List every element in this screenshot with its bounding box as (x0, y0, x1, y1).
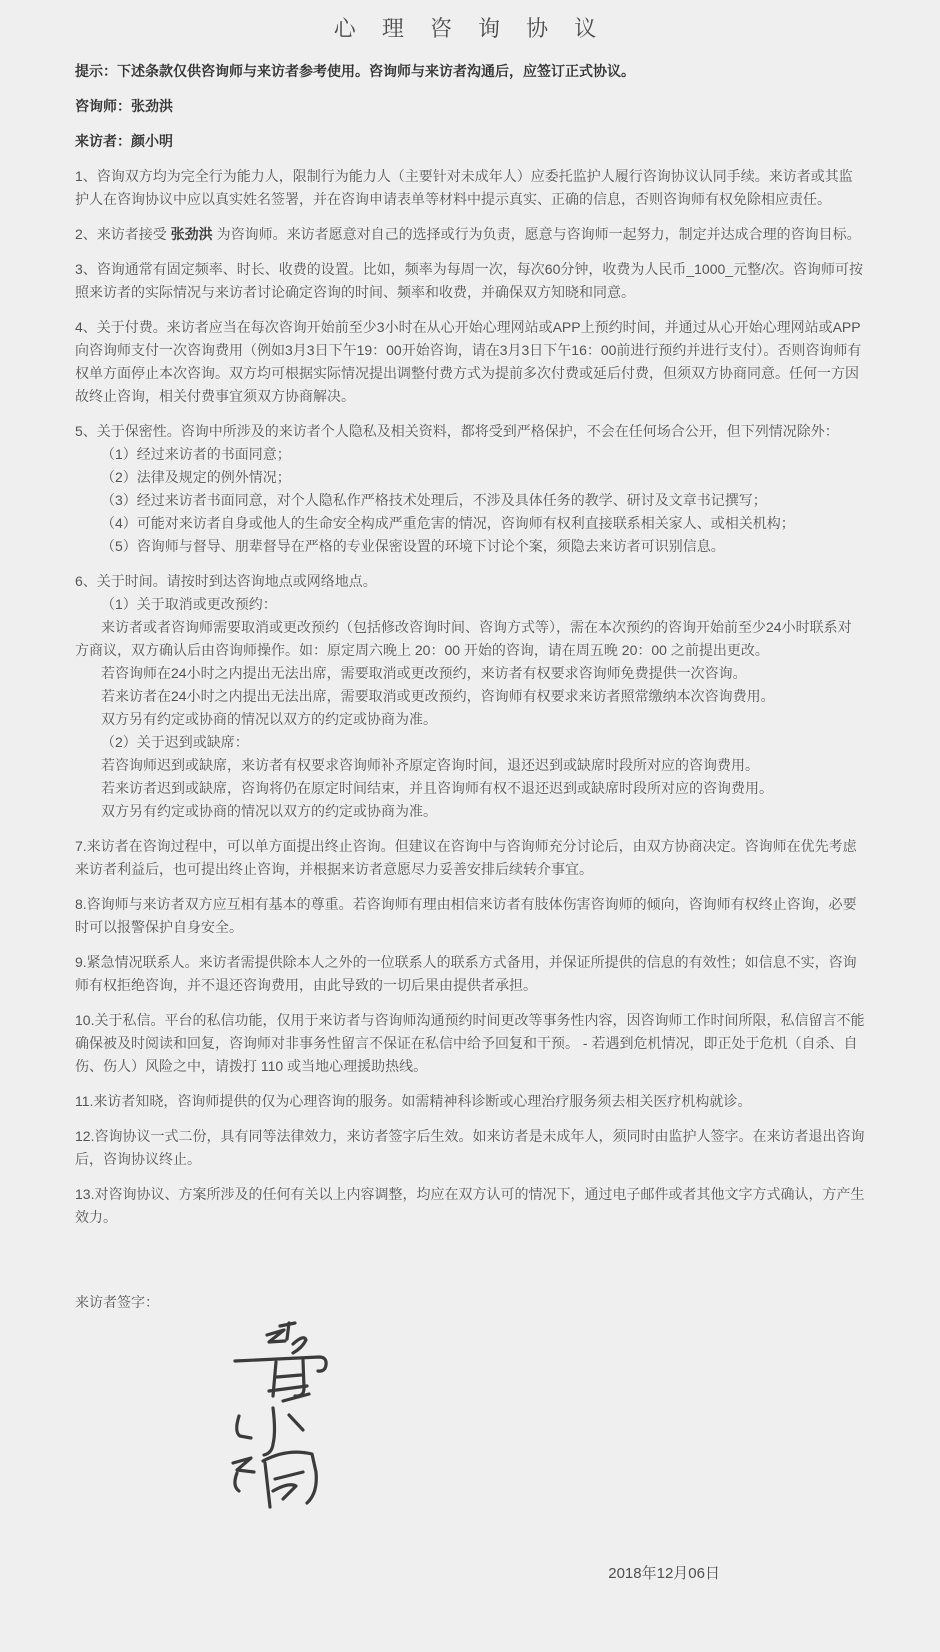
clause-6-line: 6、关于时间。请按时到达咨询地点或网络地点。 (75, 573, 377, 589)
clause-5-line: （4）可能对来访者自身或他人的生命安全构成严重危害的情况，咨询师有权利直接联系相关家人、或相关机构； (101, 515, 795, 531)
clause-1-line: 1、咨询双方均为完全行为能力人，限制行为能力人（主要针对未成年人）应委托监护人履行咨询协议认同手续。来访者或其监护人在咨询协议中应以真实姓名签署，并在咨询申请表单等材料中提示真实、正确的信息，否则咨询师有权免除相应责任。 (75, 168, 853, 207)
date-text: 2018年12月06日 (608, 1565, 720, 1582)
signature-area (223, 1320, 865, 1520)
clause-10-line: 10.关于私信。平台的私信功能，仅用于来访者与咨询师沟通预约时间更改等事务性内容，因咨询师工作时间所限，私信留言不能确保被及时阅读和回复，咨询师对非事务性留言不保证在私信中给予回复和干预。 - 若遇到危机情况，即正处于危机（自杀、自伤、伤人）风险之中，请拨打 110 或当地心理援助热线。 (75, 1012, 865, 1074)
clause-5-line: （2）法律及规定的例外情况； (101, 469, 291, 485)
page-title: 心 理 咨 询 协 议 (333, 16, 607, 41)
counselor-line: 咨询师：张劲洪 (75, 98, 173, 114)
clause-12 (75, 1125, 865, 1171)
clause-12-line: 12.咨询协议一式二份，具有同等法律效力，来访者签字后生效。如来访者是未成年人，须同时由监护人签字。在来访者退出咨询后，咨询协议终止。 (75, 1128, 865, 1167)
clause-6-line: 双方另有约定或协商的情况以双方的约定或协商为准。 (101, 803, 437, 819)
clause-2-line: 2、来访者接受 张劲洪 为咨询师。来访者愿意对自己的选择或行为负责，愿意与咨询师一起努力，制定并达成合理的咨询目标。 (75, 226, 861, 242)
clause-6-line: （1）关于取消或更改预约： (101, 596, 277, 612)
clause-5-line: （1）经过来访者的书面同意； (101, 446, 291, 462)
clause-5-line: （3）经过来访者书面同意，对个人隐私作严格技术处理后，不涉及具体任务的教学、研讨及文章书记撰写； (101, 492, 767, 508)
clause-8-line: 8.咨询师与来访者双方应互相有基本的尊重。若咨询师有理由相信来访者有肢体伤害咨询师的倾向，咨询师有权终止咨询，必要时可以报警保护自身安全。 (75, 896, 857, 935)
clause-4 (75, 316, 865, 408)
clause-4-line: 4、关于付费。来访者应当在每次咨询开始前至少3小时在从心开始心理网站或APP上预约时间，并通过从心开始心理网站或APP向咨询师支付一次咨询费用（例如3月3日下午19：00开始咨询，请在3月3日下午16：00前进行预约并进行支付）。否则咨询师有权单方面停止本次咨询。双方均可根据实际情况提出调整付费方式为提前多次付费或延后付费，但须双方协商同意。任何一方因故终止咨询，相关付费事宜须双方协商解决。 (75, 319, 862, 404)
clause-8 (75, 893, 865, 939)
clause-2 (75, 223, 865, 246)
clause-5-line: 5、关于保密性。咨询中所涉及的来访者个人隐私及相关资料，都将受到严格保护，不会在任何场合公开，但下列情况除外： (75, 423, 839, 439)
agreement-body (75, 60, 865, 1615)
clause-6-line: 来访者或者咨询师需要取消或更改预约（包括修改咨询时间、咨询方式等），需在本次预约的咨询开始前至少24小时联系对方商议，双方确认后由咨询师操作。如：原定周六晚上 20：00 开始的咨询，请在周五晚 20：00 之前提出更改。 (75, 619, 852, 658)
agreement-page (0, 8, 940, 1652)
clause-1 (75, 165, 865, 211)
clause-9 (75, 951, 865, 997)
clause-10 (75, 1009, 865, 1078)
handwritten-signature (223, 1320, 343, 1520)
clause-6 (75, 570, 865, 823)
clause-6-line: 若来访者在24小时之内提出无法出席，需要取消或更改预约，咨询师有权要求来访者照常缴纳本次咨询费用。 (101, 688, 775, 704)
clause-3-line: 3、咨询通常有固定频率、时长、收费的设置。比如，频率为每周一次，每次60分钟，收费为人民币_1000_元整/次。咨询师可按照来访者的实际情况与来访者讨论确定咨询的时间、频率和收费，并确保双方知晓和同意。 (75, 261, 863, 300)
clause-9-line: 9.紧急情况联系人。来访者需提供除本人之外的一位联系人的联系方式备用，并保证所提供的信息的有效性；如信息不实，咨询师有权拒绝咨询，并不退还咨询费用，由此导致的一切后果由提供者承担。 (75, 954, 857, 993)
clause-11-line: 11.来访者知晓，咨询师提供的仅为心理咨询的服务。如需精神科诊断或心理治疗服务须去相关医疗机构就诊。 (75, 1093, 752, 1109)
visitor-line: 来访者：颜小明 (75, 133, 173, 149)
clause-13-line: 13.对咨询协议、方案所涉及的任何有关以上内容调整，均应在双方认可的情况下，通过电子邮件或者其他文字方式确认，方产生效力。 (75, 1186, 865, 1225)
clause-6-line: 双方另有约定或协商的情况以双方的约定或协商为准。 (101, 711, 437, 727)
clause-13 (75, 1183, 865, 1229)
clause-11 (75, 1090, 865, 1113)
clause-5-line: （5）咨询师与督导、朋辈督导在严格的专业保密设置的环境下讨论个案，须隐去来访者可识别信息。 (101, 538, 725, 554)
clause-7-line: 7.来访者在咨询过程中，可以单方面提出终止咨询。但建议在咨询中与咨询师充分讨论后，由双方协商决定。咨询师在优先考虑来访者利益后，也可提出终止咨询，并根据来访者意愿尽力妥善安排后续转介事宜。 (75, 838, 857, 877)
clause-3 (75, 258, 865, 304)
clause-7 (75, 835, 865, 881)
clause-6-line: （2）关于迟到或缺席： (101, 734, 249, 750)
clause-6-line: 若咨询师迟到或缺席，来访者有权要求咨询师补齐原定咨询时间，退还迟到或缺席时段所对应的咨询费用。 (101, 757, 759, 773)
signature-label: 来访者签字： (75, 1294, 159, 1310)
clause-6-line: 若来访者迟到或缺席，咨询将仍在原定时间结束，并且咨询师有权不退还迟到或缺席时段所对应的咨询费用。 (101, 780, 773, 796)
clause-5 (75, 420, 865, 558)
clauses (75, 165, 865, 1229)
clause-6-line: 若咨询师在24小时之内提出无法出席，需要取消或更改预约，来访者有权要求咨询师免费提供一次咨询。 (101, 665, 747, 681)
notice-text: 提示：下述条款仅供咨询师与来访者参考使用。咨询师与来访者沟通后，应签订正式协议。 (75, 63, 635, 79)
